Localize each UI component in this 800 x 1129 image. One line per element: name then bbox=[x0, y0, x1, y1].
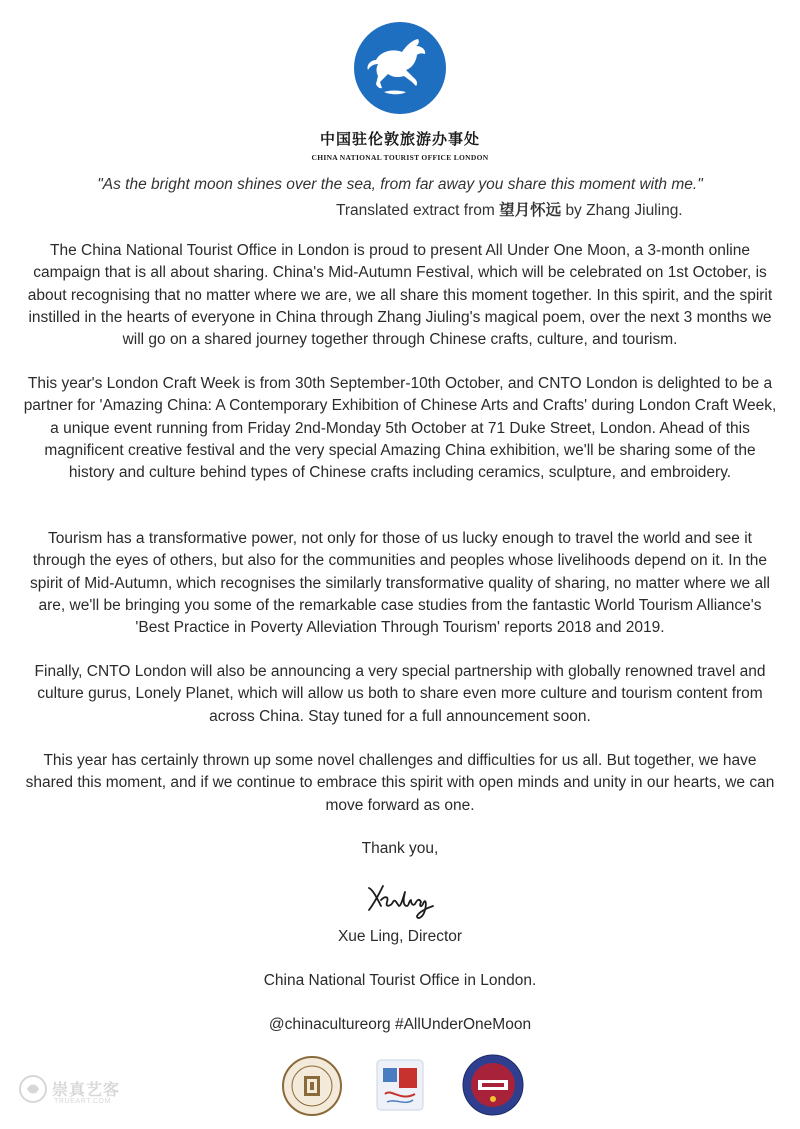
watermark-text: 崇真艺客 bbox=[52, 1080, 121, 1099]
social-tags: @chinacultureorg #AllUnderOneMoon bbox=[268, 1016, 532, 1033]
letterhead bbox=[0, 22, 800, 162]
paragraph-lonely-planet: Finally, CNTO London will also be announcing a very special partnership with globally renowned travel and culture gurus, Lonely Planet, which will allow us both to share even more culture and tourism content from across China. Stay tuned for a full announcement soon. bbox=[34, 663, 766, 725]
poem-quote: "As the bright moon shines over the sea, from far away you share this moment with me." bbox=[97, 176, 703, 193]
horse-logo bbox=[354, 22, 446, 114]
paragraph-closing: This year has certainly thrown up some novel challenges and difficulties for us all. But together, we have shared this moment, and if we continue to embrace this spirit with open minds and unity in our hearts, we can move forward as one. bbox=[25, 752, 775, 814]
office-name: China National Tourist Office in London. bbox=[263, 972, 537, 989]
translation-suffix: by Zhang Jiuling. bbox=[565, 202, 683, 219]
beautiful-china-badge bbox=[375, 1058, 425, 1112]
watermark-subtext: TRUEART.COM bbox=[54, 1098, 112, 1105]
flying-horse-icon bbox=[354, 22, 446, 114]
cultural-seal-badge bbox=[282, 1056, 342, 1116]
watermark-logo-icon bbox=[18, 1074, 48, 1104]
org-name-english: CHINA NATIONAL TOURIST OFFICE LONDON bbox=[311, 153, 489, 162]
thank-you: Thank you, bbox=[361, 840, 439, 857]
signer-name: Xue Ling, Director bbox=[337, 928, 463, 945]
site-watermark bbox=[18, 1074, 158, 1114]
paragraph-tourism: Tourism has a transformative power, not only for those of us lucky enough to travel the world and see it through the eyes of others, but also for the communities and peoples whose livelihoods depend on it. In the spirit of Mid-Autumn, which recognises the similarly transformative quality of sharing, no matter where we all are, we'll be bringing you some of the remarkable case studies from the fantastic World Tourism Alliance's 'Best Practice in Poverty Alleviation Through Tourism' reports 2018 and 2019. bbox=[30, 530, 770, 637]
china-culture-badge bbox=[462, 1054, 524, 1116]
paragraph-intro: The China National Tourist Office in London is proud to present All Under One Moon, a 3-month online campaign that is all about sharing. China's Mid-Autumn Festival, which will be celebrated on 1st October, is about recognising that no matter where we are, we all share this moment together. In this spirit, and the spirit instilled in the hearts of everyone in China through Zhang Jiuling's magical poem, over the next 3 months we will go on a shared journey together through Chinese crafts, culture, and tourism. bbox=[27, 242, 773, 349]
handwritten-signature bbox=[355, 876, 445, 924]
translation-prefix: Translated extract from bbox=[336, 202, 495, 219]
paragraph-craft-week: This year's London Craft Week is from 30th September-10th October, and CNTO London is delighted to be a partner for 'Amazing China: A Contemporary Exhibition of Chinese Arts and Crafts' during London Craft Week, a unique event running from Friday 2nd-Monday 5th October at 71 Duke Street, London. Ahead of this magnificent creative festival and the very special Amazing China exhibition, we'll be sharing some of the history and culture behind types of Chinese crafts including ceramics, sculpture, and embroidery. bbox=[23, 375, 777, 482]
poem-title: 望月怀远 bbox=[499, 201, 562, 219]
org-name-chinese: 中国驻伦敦旅游办事处 bbox=[319, 130, 480, 148]
